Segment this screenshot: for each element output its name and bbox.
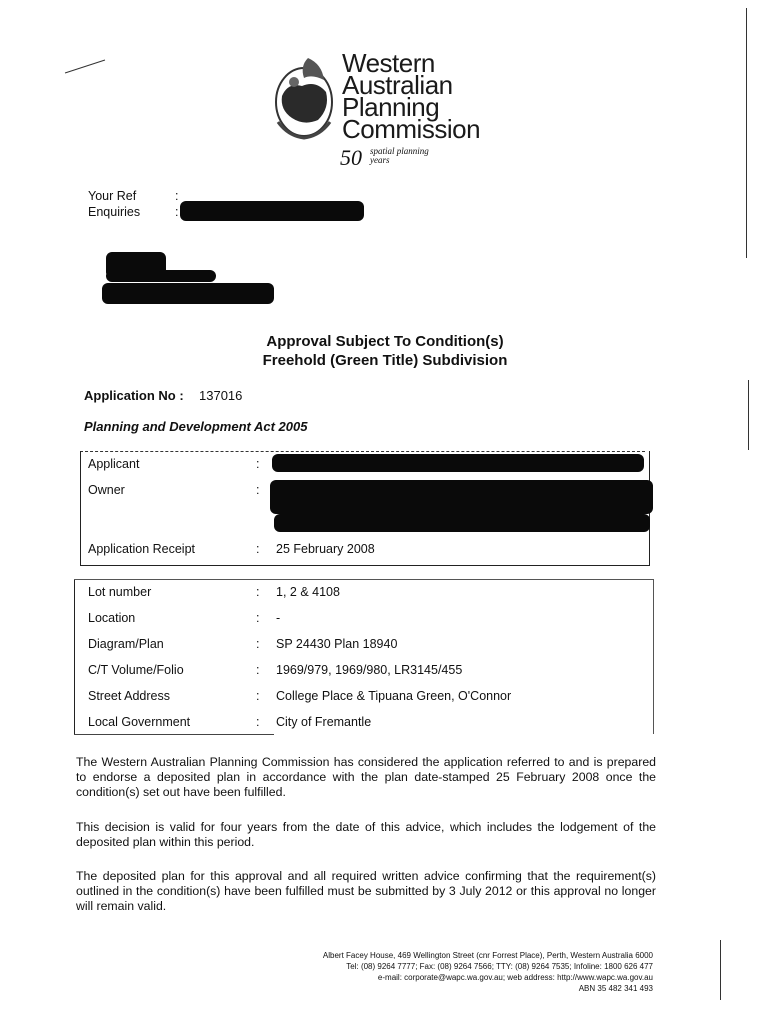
lot-details-box — [74, 579, 654, 734]
local-government-label: Local Government — [88, 715, 191, 729]
footer-web: e-mail: corporate@wapc.wa.gov.au; web address: http://www.wapc.wa.gov.au — [377, 973, 653, 982]
ct-volume-folio-value: 1969/979, 1969/980, LR3145/455 — [276, 663, 463, 677]
street-address-colon: : — [256, 689, 260, 703]
redaction-applicant — [272, 454, 644, 472]
anniversary-text-line: years — [370, 155, 390, 165]
pen-mark — [65, 60, 105, 74]
org-name-line: Planning — [342, 92, 440, 122]
lot-number-colon: : — [256, 585, 260, 599]
redaction-owner — [270, 480, 653, 514]
application-receipt-label: Application Receipt — [88, 542, 196, 556]
scan-edge-line — [720, 940, 721, 1000]
anniversary-text — [370, 147, 429, 165]
approval-subtitle: Freehold (Green Title) Subdivision — [262, 352, 508, 369]
enquiries-colon: : — [175, 205, 179, 219]
footer-phone: Tel: (08) 9264 7777; Fax: (08) 9264 7566; TTY: (08) 9264 7535; Infoline: 1800 626 477 — [346, 962, 653, 971]
body-paragraph: The deposited plan for this approval and all required written advice confirming that the requirement(s) outlined in the condition(s) have been fulfilled must be submitted by 3 July 2012 or this approval no longer will remain valid. — [76, 869, 656, 913]
scan-edge-line — [746, 8, 747, 258]
org-name-line: Western — [342, 48, 435, 78]
wapc-crest-icon — [268, 52, 340, 144]
owner-label: Owner — [88, 483, 125, 497]
street-address-value: College Place & Tipuana Green, O'Connor — [276, 689, 512, 703]
lot-box-top-border — [74, 579, 654, 580]
diagram-plan-label: Diagram/Plan — [88, 637, 164, 651]
location-colon: : — [256, 611, 260, 625]
location-value: - — [276, 611, 281, 625]
enquiries-label: Enquiries — [88, 205, 141, 219]
redaction-owner-line2 — [274, 514, 650, 532]
redaction-addressee-address — [102, 283, 274, 304]
street-address-label: Street Address — [88, 689, 170, 703]
anniversary-number: 50 — [340, 145, 362, 170]
org-name-line: Australian — [342, 70, 453, 100]
footer-abn: ABN 35 482 341 493 — [578, 984, 653, 993]
lot-number-label: Lot number — [88, 585, 152, 599]
lot-box-bottom-border — [74, 734, 274, 735]
org-name — [342, 48, 481, 144]
scan-edge-line — [748, 380, 749, 450]
lot-number-value: 1, 2 & 4108 — [276, 585, 340, 599]
body-paragraph: This decision is valid for four years from the date of this advice, which includes the lodgement of the deposited plan within this period. — [76, 820, 656, 849]
application-receipt-colon: : — [256, 542, 260, 556]
approval-title: Approval Subject To Condition(s) — [266, 333, 504, 350]
diagram-plan-colon: : — [256, 637, 260, 651]
applicant-label: Applicant — [88, 457, 140, 471]
diagram-plan-value: SP 24430 Plan 18940 — [276, 637, 398, 651]
redaction-enquiries — [180, 201, 364, 221]
local-government-colon: : — [256, 715, 260, 729]
ct-volume-folio-label: C/T Volume/Folio — [88, 663, 184, 677]
location-label: Location — [88, 611, 136, 625]
body-paragraph: The Western Australian Planning Commission has considered the application referred to and is prepared to endorse a deposited plan in accordance with the plan date-stamped 25 February 2008 once the condition(s) set out have been fulfilled. — [76, 755, 656, 799]
redaction-addressee-line — [106, 270, 216, 282]
owner-colon: : — [256, 483, 260, 497]
anniversary-text-line: spatial planning — [370, 146, 429, 156]
org-name-line: Commission — [342, 114, 481, 144]
application-receipt-value: 25 February 2008 — [276, 542, 375, 556]
your-ref-colon: : — [175, 189, 179, 203]
local-government-value: City of Fremantle — [276, 715, 372, 729]
application-number-label: Application No : — [84, 388, 184, 403]
act-name: Planning and Development Act 2005 — [84, 419, 308, 434]
your-ref-label: Your Ref — [88, 189, 137, 203]
applicant-colon: : — [256, 457, 260, 471]
application-number-value: 137016 — [199, 388, 243, 403]
ct-volume-folio-colon: : — [256, 663, 260, 677]
footer-address: Albert Facey House, 469 Wellington Street (cnr Forrest Place), Perth, Western Australia 6000 — [322, 951, 653, 960]
